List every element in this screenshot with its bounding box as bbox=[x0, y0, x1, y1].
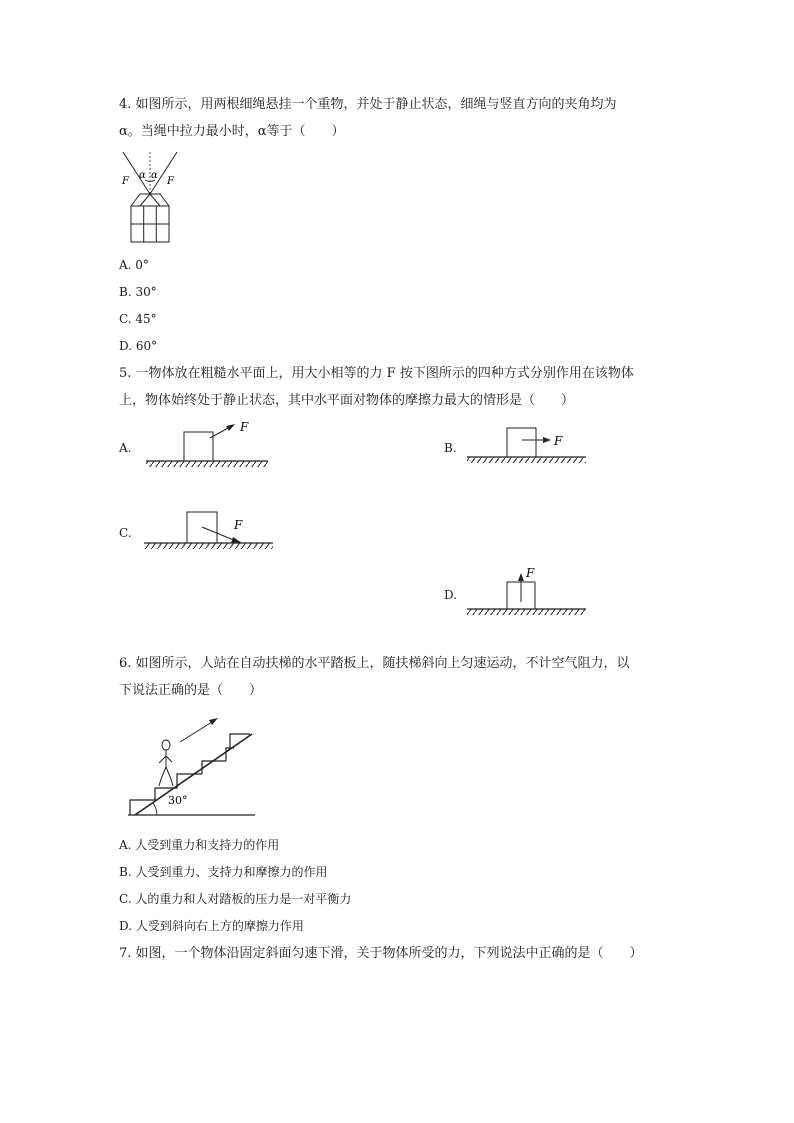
q6-option-d: D. 人受到斜向右上方的摩擦力作用 bbox=[119, 919, 304, 933]
q4-option-d: D. 60° bbox=[119, 339, 158, 353]
q4-figure bbox=[118, 150, 182, 246]
q4-angle-left: α bbox=[139, 170, 146, 181]
q4-force-right: F bbox=[167, 176, 174, 187]
q4-option-c: C. 45° bbox=[119, 312, 157, 326]
q5-option-d-label: D. bbox=[444, 588, 458, 602]
q6-option-b: B. 人受到重力、支持力和摩擦力的作用 bbox=[119, 865, 328, 879]
q4-stem-line1: 4. 如图所示，用两根细绳悬挂一个重物，并处于静止状态，细绳与竖直方向的夹角均为 bbox=[119, 97, 617, 112]
q4-stem-line2: α。当绳中拉力最小时，α等于（ ） bbox=[119, 124, 345, 139]
q4-angle-right: α bbox=[151, 170, 158, 181]
q4-option-a: A. 0° bbox=[119, 258, 149, 272]
q5-d-force: F bbox=[526, 566, 535, 580]
q4-option-b: B. 30° bbox=[119, 285, 157, 299]
q5-b-force: F bbox=[554, 434, 563, 448]
q5-figure-c bbox=[140, 508, 280, 558]
q5-figure-d bbox=[463, 564, 593, 624]
q5-a-force: F bbox=[240, 420, 249, 434]
q6-stem-line1: 6. 如图所示，人站在自动扶梯的水平踏板上，随扶梯斜向上匀速运动，不计空气阻力，以 bbox=[119, 656, 630, 671]
q5-figure-a bbox=[140, 416, 275, 470]
q6-option-a: A. 人受到重力和支持力的作用 bbox=[119, 838, 280, 852]
q6-person bbox=[159, 740, 173, 786]
q5-c-force: F bbox=[234, 518, 243, 532]
q5-option-a-label: A. bbox=[119, 441, 132, 455]
q5-stem-line2: 上，物体始终处于静止状态，其中水平面对物体的摩擦力最大的情形是（ ） bbox=[119, 393, 575, 408]
q6-stem-line2: 下说法正确的是（ ） bbox=[119, 683, 263, 698]
q5-option-b-label: B. bbox=[444, 441, 457, 455]
q6-option-c: C. 人的重力和人对踏板的压力是一对平衡力 bbox=[119, 892, 352, 906]
q5-figure-b bbox=[463, 418, 593, 468]
q6-angle-label: 30° bbox=[168, 794, 188, 807]
q7-stem-line1: 7. 如图，一个物体沿固定斜面匀速下滑，关于物体所受的力，下列说法中正确的是（ ） bbox=[119, 946, 643, 961]
q4-force-left: F bbox=[122, 176, 129, 187]
q5-stem-line1: 5. 一物体放在粗糙水平面上，用大小相等的力 F 按下图所示的四种方式分别作用在该物体 bbox=[119, 366, 634, 381]
q4-weight bbox=[131, 194, 169, 242]
q6-escalator-figure bbox=[125, 712, 260, 820]
q5-option-c-label: C. bbox=[119, 526, 132, 540]
